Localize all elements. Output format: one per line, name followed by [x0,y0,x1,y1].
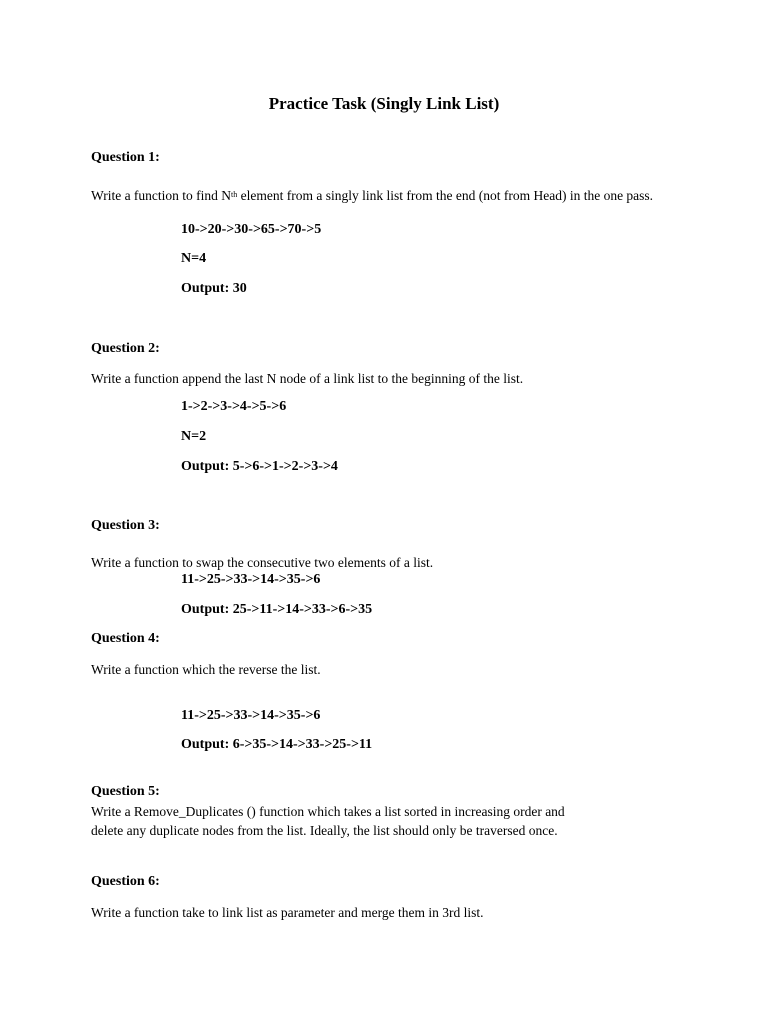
question-4-heading: Question 4: [91,631,160,646]
question-3-output: Output: 25->11->14->33->6->35 [181,602,373,617]
question-6-text: Write a function take to link list as parameter and merge them in 3rd list. [91,905,484,920]
question-5-text-line-1: Write a Remove_Duplicates () function which takes a list sorted in increasing order and [91,804,565,819]
page-title: Practice Task (Singly Link List) [268,94,500,113]
question-3-heading: Question 3: [91,518,160,533]
question-1-text-superscript: th [231,190,238,199]
question-1-output: Output: 30 [181,281,247,296]
question-4-text: Write a function which the reverse the list. [91,662,321,677]
question-2-list: 1->2->3->4->5->6 [181,399,287,414]
question-2-output: Output: 5->6->1->2->3->4 [181,459,338,474]
question-1-heading: Question 1: [91,150,160,165]
question-2-heading: Question 2: [91,341,160,356]
question-1-text-a: Write a function to find N [91,188,232,203]
question-1-n: N=4 [181,251,207,266]
question-4-list: 11->25->33->14->35->6 [181,708,321,723]
question-1-text [91,187,671,204]
question-2-n: N=2 [181,429,207,444]
question-5-heading: Question 5: [91,784,160,799]
question-4-output: Output: 6->35->14->33->25->11 [181,737,373,752]
question-1-text-b: element from a singly link list from the end (not from Head) in the one pass. [237,188,654,203]
question-3-list: 11->25->33->14->35->6 [181,572,321,587]
question-6-heading: Question 6: [91,874,160,889]
question-1-list: 10->20->30->65->70->5 [181,222,322,237]
question-5-text-line-2: delete any duplicate nodes from the list. Ideally, the list should only be traversed once. [91,823,558,838]
question-3-text: Write a function to swap the consecutive two elements of a list. [91,555,434,570]
question-2-text: Write a function append the last N node of a link list to the beginning of the list. [91,371,524,386]
